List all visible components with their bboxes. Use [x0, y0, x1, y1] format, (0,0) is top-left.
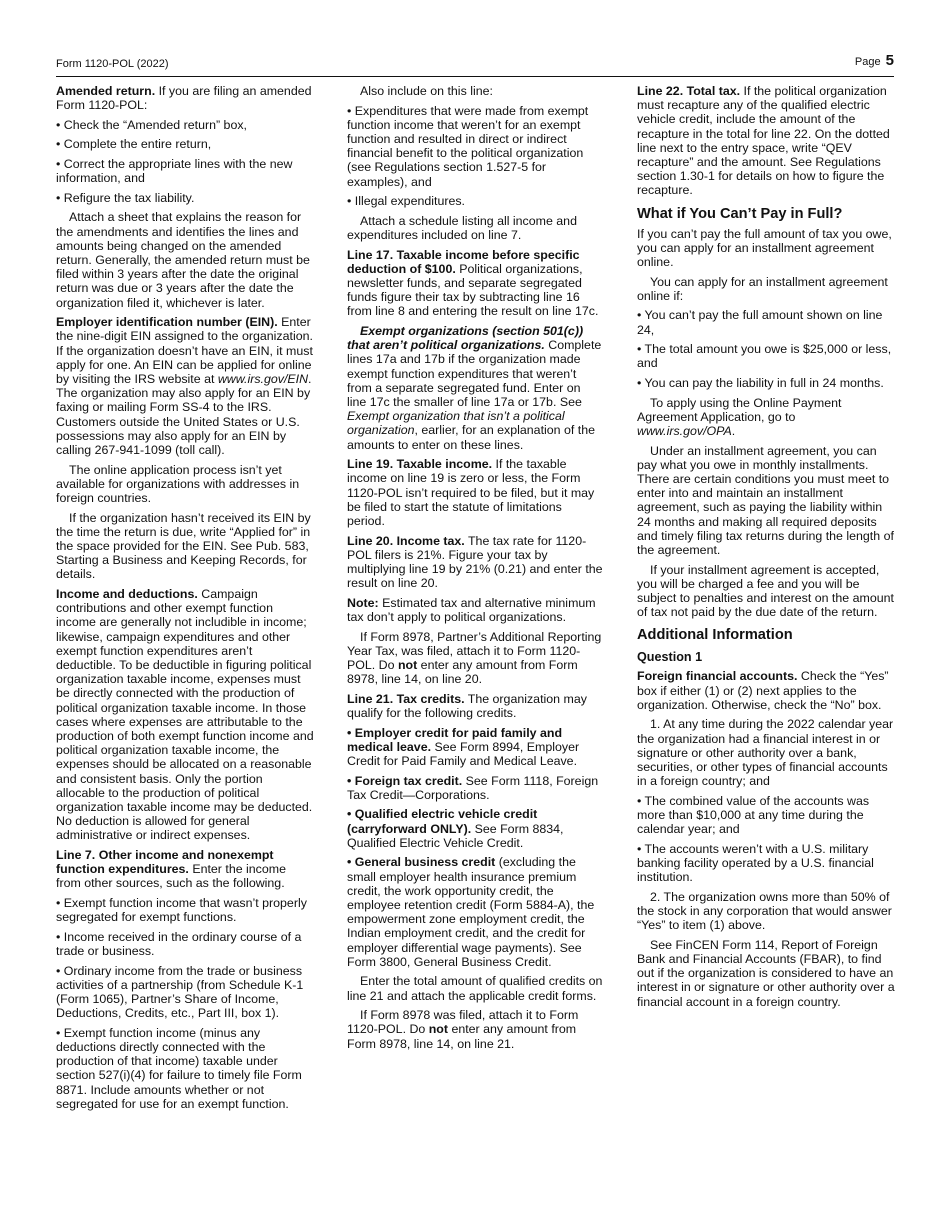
form8978-a-pre: If Form 8978, Partner’s Additional Reporting Year Tax, was filed, attach it to Form 1120-POL. Do: [347, 629, 602, 673]
fincen-para: See FinCEN Form 114, Report of Foreign Bank and Financial Accounts (FBAR), to find out if the organization is considered to have an interest in or signature or other authority over a financial account in a foreign country.: [637, 937, 895, 1009]
item-2-para: 2. The organization owns more than 50% of the stock in any corporation that would answer “Yes” to item (1) above.: [637, 889, 892, 933]
credit-item: [347, 726, 603, 769]
line21-para: [347, 692, 603, 720]
line22-text: If the political organization must recapture any of the qualified electric vehicle credit, include the amount of the recapture in the total for line 22. On the dotted line next to the entry space, write “QEV recapture” and the amount. See Regulations section 1.30-1 for details on how to figure the recapture.: [637, 84, 890, 198]
list-item: • You can’t pay the full amount shown on line 24,: [637, 308, 883, 337]
form8978-line20-para: [347, 630, 603, 687]
cant-pay-title: What if You Can’t Pay in Full?: [637, 205, 843, 222]
page-word: Page: [854, 56, 881, 68]
ein-online-para: The online application process isn’t yet available for organizations with addresses in foreign countries.: [56, 462, 300, 506]
amended-return-heading: Amended return.: [56, 84, 156, 98]
list-item: • The total amount you owe is $25,000 or less, and: [637, 342, 892, 371]
column-2: [347, 84, 603, 1056]
list-item: • Income received in the ordinary course of a trade or business.: [56, 929, 302, 959]
credit-text: See Form 8994, Employer Credit for Paid Family and Medical Leave.: [347, 739, 580, 769]
list-item: • Illegal expenditures.: [347, 194, 465, 209]
cant-pay-p4: Under an installment agreement, you can pay what you owe in monthly installments. There are certain conditions you must meet to enter into and maintain an installment agreement, such as paying the liability within 24 months and making all required deposits and timely filing tax returns during the length of the agreement.: [637, 443, 894, 558]
form8978-b-pre: If Form 8978 was filed, attach it to Form 1120-POL. Do: [347, 1008, 579, 1037]
list-item: • Ordinary income from the trade or business activities of a partnership (from Schedule K-1 (Form 1065), Partner’s Share of Income, Deductions, Credits, etc., Part III, box 1).: [56, 963, 304, 1021]
column-3: [637, 84, 895, 1014]
ein-heading: Employer identification number (EIN).: [56, 315, 278, 330]
list-item: • Complete the entire return,: [56, 137, 212, 152]
line20-text: The tax rate for 1120-POL filers is 21%. Figure your tax by multiplying line 19 by 21% (0.21) and enter the result on line 20.: [347, 533, 603, 591]
line17-text: Political organizations, newsletter funds, and separate segregated funds figure their tax by subtracting line 16 from line 8 and entering the result on line 17c.: [347, 261, 599, 319]
opa-end: .: [731, 424, 736, 439]
form8978-b-post: enter any amount from Form 8978, line 14, on line 21.: [347, 1022, 577, 1051]
foreign-accounts-text: Check the “Yes” box if either (1) or (2) next applies to the organization. Otherwise, check the “No” box.: [637, 669, 889, 712]
list-item: • Correct the appropriate lines with the new information, and: [56, 156, 293, 186]
line20-heading: Line 20. Income tax.: [347, 533, 465, 548]
income-deductions-text: Campaign contributions and other exempt function income are generally not includible in income; likewise, campaign expenditures and other exempt function expenditures aren’t deductible. To be deductible in figuring political organization taxable income, expenses must be directly connected with the production of political organization taxable income. In those cases where expenses are attributable to the production of both exempt function income and political organization taxable income, the expenses should be allocated on a reasonable and consistent basis. Only the portion allocable to the production of political organization taxable income may be deducted. No deduction is allowed for general administrative or indirect expenses.: [56, 587, 314, 843]
exempt-orgs-heading: Exempt organizations (section 501(c)) that aren’t political organizations.: [347, 324, 584, 353]
form8978-a-not: not: [397, 658, 418, 673]
credit-text: See Form 1118, Foreign Tax Credit—Corporations.: [347, 773, 599, 802]
line17-para: [347, 248, 603, 319]
opa-link[interactable]: www.irs.gov/OPA: [637, 424, 732, 439]
credit-heading: • Qualified electric vehicle credit (carryforward ONLY).: [347, 807, 538, 836]
ein-text-b: . The organization may also apply for an EIN by faxing or mailing Form SS-4 to the IRS. Customers outside the United States or U.S. possessions may also apply for an EIN by calling 267-941-1099 (toll call).: [56, 372, 312, 458]
line19-para: [347, 457, 603, 528]
list-item: • Check the “Amended return” box,: [56, 117, 247, 132]
header-rule: [56, 76, 894, 77]
cant-pay-p3: [637, 396, 895, 439]
list-item: • The accounts weren’t with a U.S. military banking facility operated by a U.S. financial institution.: [637, 841, 874, 885]
list-item: • Expenditures that were made from exempt function income that weren’t for an exempt function and resulted in direct or indirect financial benefit to the political organization (see Regulations section 1.527-5 for examples), and: [347, 103, 589, 189]
attach-schedule-para: Attach a schedule listing all income and expenditures included on line 7.: [347, 213, 577, 242]
list-item: • Refigure the tax liability.: [56, 190, 195, 205]
income-deductions-heading: Income and deductions.: [56, 587, 198, 602]
amended-return-intro: If you are filing an amended Form 1120-POL:: [56, 84, 312, 113]
form8978-line21-para: [347, 1008, 603, 1051]
list-item: • The combined value of the accounts was more than $10,000 at any time during the calendar year; and: [637, 793, 870, 837]
credit-text: (excluding the small employer health insurance premium credit, the work opportunity credit, the employee retention credit (Form 5884-A), the empowerment zone employment credit, the Indian employment credit, and the credit for employer differential wage payments). See Form 3800, General Business Credit.: [347, 855, 595, 969]
cant-pay-p1: If you can’t pay the full amount of tax you owe, you can apply for an installment agreement online.: [637, 226, 892, 270]
list-item: • Exempt function income that wasn’t properly segregated for exempt functions.: [56, 896, 307, 925]
opa-text: To apply using the Online Payment Agreement Application, go to: [637, 395, 842, 424]
line22-heading: Line 22. Total tax.: [637, 84, 741, 98]
ein-para: [56, 315, 314, 457]
line21-heading: Line 21. Tax credits.: [347, 691, 465, 706]
line22-para: [637, 84, 895, 198]
note-para: [347, 596, 603, 624]
credit-heading: • General business credit: [347, 855, 496, 870]
form8978-b-not: not: [428, 1022, 448, 1037]
credit-heading: • Employer credit for paid family and medical leave.: [347, 725, 563, 754]
exempt-orgs-text-a: Complete lines 17a and 17b if the organization made exempt function expenditures that weren’t from a separate segregated fund. Enter on line 17c the smaller of line 17a or 17b. See: [347, 338, 602, 410]
page-number: 5: [885, 52, 894, 69]
additional-info-title: Additional Information: [637, 627, 793, 644]
list-item: • Exempt function income (minus any deductions directly connected with the production of that income) taxable under section 527(i)(4) for failure to timely file Form 8871. Include amounts whether or not segregated for use for an exempt function.: [56, 1025, 302, 1111]
page-indicator: [855, 54, 894, 69]
cant-pay-p5: If your installment agreement is accepted, you will be charged a fee and you will be subject to penalties and interest on the amount of tax not paid by the due date of the return.: [637, 562, 894, 620]
credit-heading: • Foreign tax credit.: [347, 773, 463, 788]
ein-text-a: Enter the nine-digit EIN assigned to the organization. If the organization doesn’t have an EIN, it must apply for one. An EIN can be applied for online by visiting the IRS website at: [56, 315, 313, 386]
amended-return-para: [56, 84, 314, 112]
question-1-heading: Question 1: [637, 650, 703, 665]
ein-link[interactable]: www.irs.gov/EIN: [217, 372, 309, 386]
line17-heading: Line 17. Taxable income before specific deduction of $100.: [347, 247, 580, 276]
also-include-para: Also include on this line:: [360, 84, 493, 98]
note-heading: Note:: [347, 595, 379, 610]
form8978-a-post: enter any amount from Form 8978, line 14, on line 20.: [347, 658, 578, 687]
ein-applied-para: If the organization hasn’t received its EIN by the time the return is due, write “Applied for” in the space provided for the EIN. See Pub. 583, Starting a Business and Keeping Records, for details.: [56, 510, 311, 582]
line19-text: If the taxable income on line 19 is zero or less, the Form 1120-POL isn’t required to be filed, but it may be filed to start the statute of limitations period.: [347, 457, 595, 529]
enter-total-para: Enter the total amount of qualified credits on line 21 and attach the applicable credit forms.: [347, 974, 603, 1003]
income-deductions-para: [56, 587, 314, 843]
exempt-orgs-para: [347, 324, 603, 452]
credit-item: [347, 807, 603, 850]
line7-heading: Line 7. Other income and nonexempt function expenditures.: [56, 848, 274, 877]
note-text: Estimated tax and alternative minimum tax don’t apply to political organizations.: [347, 595, 596, 625]
credit-item: [347, 855, 603, 969]
line19-heading: Line 19. Taxable income.: [347, 457, 493, 472]
exempt-orgs-ref: Exempt organization that isn’t a political organization: [347, 409, 565, 438]
list-item: • You can pay the liability in full in 24 months.: [637, 376, 884, 391]
line21-text: The organization may qualify for the following credits.: [347, 691, 587, 721]
line7-para: [56, 848, 314, 891]
cant-pay-p2: You can apply for an installment agreement online if:: [637, 274, 888, 303]
line7-text: Enter the income from other sources, such as the following.: [56, 862, 286, 891]
foreign-accounts-para: [637, 669, 895, 712]
line20-para: [347, 534, 603, 591]
item-1-para: 1. At any time during the 2022 calendar year the organization had a financial interest in or signature or other authority over a bank, securities, or other types of financial accounts in a foreign country; and: [637, 717, 894, 789]
credit-text: See Form 8834, Qualified Electric Vehicle Credit.: [347, 821, 564, 850]
amended-attach-para: Attach a sheet that explains the reason for the amendments and identifies the lines and amounts being changed on the amended return. Generally, the amended return must be filed within 3 years after the date the original return was due or 3 years after the date the organization filed it, whichever is later.: [56, 210, 310, 310]
exempt-orgs-text-b: , earlier, for an explanation of the amounts to enter on these lines.: [347, 423, 595, 452]
form-label: Form 1120-POL (2022): [56, 58, 169, 70]
column-1: [56, 84, 314, 1116]
foreign-accounts-heading: Foreign financial accounts.: [637, 669, 798, 684]
credit-item: [347, 774, 603, 802]
